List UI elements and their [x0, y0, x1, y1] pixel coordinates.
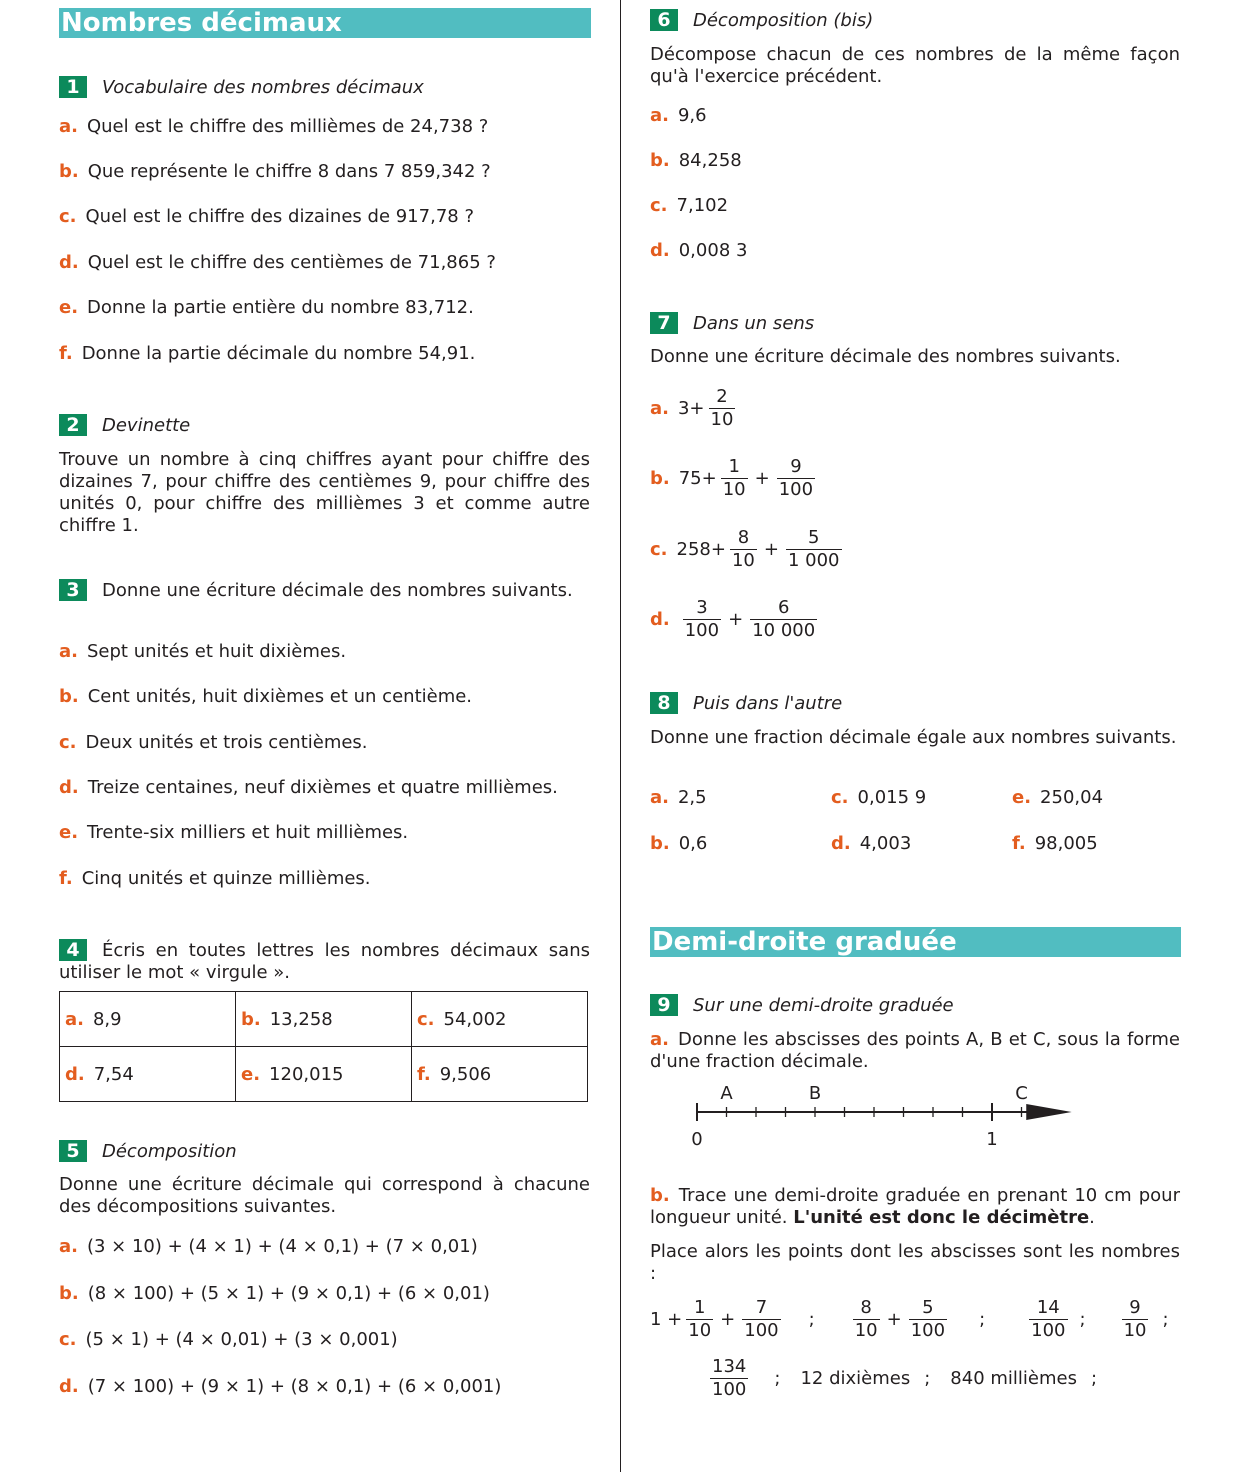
item-text: Cinq unités et quinze millièmes.: [81, 868, 371, 889]
denominator: 100: [684, 620, 720, 641]
separator: ;: [1090, 1367, 1098, 1389]
numerator: 134: [712, 1356, 747, 1377]
axis-label-zero: 0: [691, 1129, 703, 1150]
item-label: f.: [59, 343, 73, 364]
numerator: 7: [755, 1297, 768, 1318]
list-item: [59, 732, 368, 754]
table-cell: [60, 1047, 236, 1102]
list-item: [650, 240, 747, 262]
numbers-list-row2: [706, 1356, 1097, 1401]
fraction: [909, 1297, 947, 1342]
separator: ;: [808, 1308, 815, 1330]
item-text: 0,008 3: [678, 240, 748, 261]
table-cell: [236, 1047, 412, 1102]
point-label-b: B: [808, 1083, 822, 1104]
fraction: [730, 527, 757, 572]
list-item: [59, 1329, 398, 1351]
item-text: Quel est le chiffre des centièmes de 71,865 ?: [87, 252, 496, 273]
list-item: [59, 822, 408, 844]
numerator: 9: [1129, 1297, 1141, 1318]
denominator: 100: [1031, 1320, 1066, 1341]
item-text: (7 × 100) + (9 × 1) + (8 × 0,1) + (6 × 0,001): [87, 1376, 502, 1397]
item-text: 0,015 9: [857, 787, 927, 808]
item-label: a.: [650, 397, 669, 419]
item-label: d.: [650, 240, 670, 261]
numerator: 6: [777, 597, 790, 618]
item-label: c.: [59, 1329, 77, 1350]
denominator: 100: [910, 1320, 946, 1341]
denominator: 10: [722, 479, 746, 500]
separator: ;: [774, 1367, 781, 1389]
graduated-half-line: [680, 1078, 1080, 1153]
item-label: c.: [59, 732, 77, 753]
list-item: [59, 343, 475, 365]
item-label: a.: [650, 787, 669, 808]
fraction: [683, 597, 721, 642]
item-label: d.: [59, 252, 79, 273]
item-text: Donne la partie décimale du nombre 54,91.: [81, 343, 476, 364]
item-text: (5 × 1) + (4 × 0,01) + (3 × 0,001): [85, 1329, 398, 1350]
exercise-title: Décomposition: [102, 1140, 237, 1162]
numerator: 8: [860, 1297, 872, 1318]
exercise-title: Devinette: [102, 414, 191, 436]
item-text: 0,6: [678, 833, 708, 854]
plus-sign: +: [754, 467, 770, 489]
item-text: Quel est le chiffre des millièmes de 24,738 ?: [86, 116, 489, 137]
list-item: [59, 1376, 501, 1398]
item-text: 84,258: [678, 150, 742, 171]
part-b-bold: L'unité est donc le décimètre: [793, 1207, 1090, 1228]
exercise-title: Sur une demi-droite graduée: [693, 994, 954, 1016]
denominator: 100: [744, 1320, 779, 1341]
item-label: c.: [831, 787, 849, 808]
numerator: 2: [716, 386, 728, 407]
cell-value: 120,015: [269, 1063, 344, 1085]
plus-sign: +: [720, 1308, 736, 1330]
numerator: 1: [728, 456, 740, 477]
fraction: [742, 1297, 780, 1342]
list-item: [831, 833, 911, 855]
item-label: d.: [59, 777, 79, 798]
fraction: [786, 527, 842, 572]
item-label: d.: [650, 608, 670, 630]
item-text: 98,005: [1034, 833, 1098, 854]
item-label: c.: [650, 195, 668, 216]
exercise-4-header: [59, 939, 590, 984]
item-label: d.: [831, 833, 851, 854]
numerator: 14: [1036, 1297, 1060, 1318]
list-item: [650, 787, 707, 809]
denominator: 1 000: [787, 550, 840, 571]
item-text: 4,003: [859, 833, 912, 854]
exercise-5-header: [59, 1139, 237, 1163]
item-label: c.: [650, 538, 668, 560]
fraction: [709, 386, 736, 431]
exercise-1-header: [59, 75, 424, 99]
list-item: [650, 150, 742, 172]
exercise-number: 9: [650, 994, 678, 1016]
integer-part: 1 +: [650, 1308, 683, 1330]
exercise-intro: Décompose chacun de ces nombres de la même façon qu'à l'exercice précédent.: [650, 44, 1180, 87]
exercise-text: Trouve un nombre à cinq chiffres ayant pour chiffre des dizaines 7, pour chiffre des centièmes 9, pour chiffre des unités 0, pour chiffre des millièmes 3 et comme autre chiffre 1.: [59, 449, 590, 536]
item-text: 9,6: [677, 105, 707, 126]
axis-label-one: 1: [986, 1129, 998, 1150]
table-cell: [236, 992, 412, 1047]
item-label: f.: [1012, 833, 1026, 854]
part-a-text: Donne les abscisses des points A, B et C, sous la forme d'une fraction décimale.: [650, 1029, 1180, 1072]
denominator: 10: [731, 550, 755, 571]
separator: ;: [979, 1308, 986, 1330]
fraction: [750, 597, 817, 642]
item-label: a.: [59, 1236, 78, 1257]
exercise-3-header: [59, 579, 590, 602]
exercise-number: 8: [650, 692, 678, 714]
plus-sign: +: [763, 538, 779, 560]
item-label: b.: [59, 686, 79, 707]
part-b-end: .: [1089, 1207, 1095, 1228]
denominator: 10: [854, 1320, 878, 1341]
exercise-title: Décomposition (bis): [693, 9, 874, 31]
list-item: [59, 1283, 490, 1305]
point-label-c: C: [1015, 1083, 1028, 1104]
numbers-list-row1: [650, 1297, 1169, 1342]
denominator: 10 000: [752, 620, 816, 641]
item-text: (3 × 10) + (4 × 1) + (4 × 0,1) + (7 × 0,01): [86, 1236, 478, 1257]
denominator: 10: [1123, 1320, 1147, 1341]
point-label-a: A: [720, 1083, 733, 1104]
item-label: b.: [650, 150, 670, 171]
separator: ;: [1079, 1308, 1086, 1330]
section-title-demi-droite: Demi-droite graduée: [650, 927, 1181, 957]
item-label: b.: [59, 161, 79, 182]
list-item: [59, 686, 472, 708]
list-item: [59, 868, 371, 890]
item-label: b.: [650, 1185, 670, 1206]
list-item: [650, 195, 728, 217]
exercise-number: 2: [59, 414, 87, 436]
item-label: f.: [417, 1063, 431, 1085]
fraction: [686, 1297, 713, 1342]
numerator: 8: [737, 527, 750, 548]
denominator: 100: [778, 479, 814, 500]
numerator: 5: [808, 527, 820, 548]
fraction: [777, 456, 815, 501]
exercise-7-header: [650, 311, 814, 335]
item-label: b.: [650, 467, 670, 489]
list-number: 12 dixièmes: [800, 1367, 911, 1389]
fraction-item-c: [650, 527, 846, 572]
item-text: Quel est le chiffre des dizaines de 917,78 ?: [85, 206, 474, 227]
table-cell: [412, 992, 588, 1047]
column-divider: [620, 0, 621, 1472]
table-row: [60, 1047, 588, 1102]
numerator: 1: [693, 1297, 706, 1318]
exercise-title: Vocabulaire des nombres décimaux: [102, 76, 424, 98]
list-item: [59, 206, 474, 228]
cell-value: 9,506: [439, 1063, 492, 1085]
item-label: e.: [59, 822, 79, 843]
list-item: [59, 777, 558, 799]
item-text: (8 × 100) + (5 × 1) + (9 × 0,1) + (6 × 0,01): [87, 1283, 490, 1304]
cell-value: 54,002: [443, 1008, 507, 1030]
denominator: 10: [688, 1320, 712, 1341]
table-cell: [60, 992, 236, 1047]
table-cell: [412, 1047, 588, 1102]
exercise-number: 3: [59, 579, 87, 601]
item-label: e.: [59, 297, 79, 318]
item-text: 2,5: [677, 787, 707, 808]
fraction-item-b: [650, 456, 819, 501]
part-b-instruction: Place alors les points dont les abscisses sont les nombres :: [650, 1241, 1180, 1284]
list-item: [1012, 787, 1103, 809]
numbers-table: [59, 991, 588, 1102]
item-label: a.: [650, 1029, 669, 1050]
fraction: [1122, 1297, 1149, 1342]
integer-part: 258+: [676, 538, 726, 560]
cell-value: 8,9: [92, 1008, 122, 1030]
fraction: [1029, 1297, 1067, 1342]
exercise-8-header: [650, 691, 842, 715]
cell-value: 7,54: [93, 1063, 134, 1085]
item-label: b.: [241, 1008, 261, 1030]
list-item: [59, 297, 474, 319]
list-number: 840 millièmes: [950, 1367, 1077, 1389]
numerator: 9: [790, 456, 802, 477]
item-label: d.: [59, 1376, 79, 1397]
item-text: Que représente le chiffre 8 dans 7 859,342 ?: [87, 161, 491, 182]
integer-part: 75+: [678, 467, 717, 489]
exercise-number: 5: [59, 1140, 87, 1162]
item-text: Donne la partie entière du nombre 83,712.: [87, 297, 474, 318]
exercise-intro: Donne une écriture décimale des nombres suivants.: [650, 346, 1121, 367]
exercise-part-b: [650, 1185, 1180, 1229]
fraction-item-d: [650, 597, 821, 642]
exercise-title: Puis dans l'autre: [693, 692, 843, 714]
fraction: [710, 1356, 748, 1401]
separator: ;: [924, 1367, 931, 1389]
item-label: d.: [65, 1063, 85, 1085]
exercise-number: 4: [59, 939, 87, 961]
item-text: Deux unités et trois centièmes.: [85, 732, 368, 753]
exercise-part-a: [650, 1029, 1180, 1073]
item-label: a.: [59, 116, 78, 137]
item-label: b.: [59, 1283, 79, 1304]
list-item: [59, 116, 488, 138]
list-item: [831, 787, 926, 809]
item-text: Treize centaines, neuf dixièmes et quatre millièmes.: [87, 777, 558, 798]
denominator: 100: [712, 1379, 747, 1400]
exercise-number: 7: [650, 312, 678, 334]
separator: ;: [1162, 1308, 1169, 1330]
item-text: 7,102: [676, 195, 729, 216]
section-title-nombres-decimaux: Nombres décimaux: [59, 8, 591, 38]
exercise-title: Dans un sens: [693, 312, 815, 334]
item-label: c.: [417, 1008, 435, 1030]
exercise-intro: Donne une écriture décimale des nombres suivants.: [102, 580, 573, 601]
axis-arrow-icon: [1026, 1104, 1071, 1120]
denominator: 10: [710, 409, 734, 430]
plus-sign: +: [886, 1308, 902, 1330]
item-label: a.: [59, 641, 78, 662]
exercise-number: 6: [650, 9, 678, 31]
cell-value: 13,258: [269, 1008, 333, 1030]
item-text: Sept unités et huit dixièmes.: [86, 641, 347, 662]
item-text: Cent unités, huit dixièmes et un centième.: [87, 686, 473, 707]
exercise-intro: Donne une écriture décimale qui correspond à chacune des décompositions suivantes.: [59, 1174, 590, 1217]
item-label: c.: [59, 206, 77, 227]
exercise-intro: Écris en toutes lettres les nombres décimaux sans utiliser le mot « virgule ».: [59, 940, 590, 983]
list-item: [59, 252, 496, 274]
numerator: 3: [696, 597, 708, 618]
list-item: [59, 161, 491, 183]
exercise-number: 1: [59, 76, 87, 98]
item-label: e.: [1012, 787, 1032, 808]
item-label: e.: [241, 1063, 261, 1085]
list-item: [650, 105, 707, 127]
list-item: [59, 1236, 478, 1258]
list-item: [650, 833, 707, 855]
numerator: 5: [922, 1297, 934, 1318]
exercise-6-header: [650, 8, 873, 32]
fraction-item-a: [650, 386, 739, 431]
item-label: a.: [650, 105, 669, 126]
fraction: [853, 1297, 880, 1342]
plus-sign: +: [728, 608, 744, 630]
item-label: a.: [65, 1008, 84, 1030]
list-item: [59, 641, 346, 663]
item-label: b.: [650, 833, 670, 854]
exercise-intro: Donne une fraction décimale égale aux nombres suivants.: [650, 727, 1177, 748]
table-row: [60, 992, 588, 1047]
integer-part: 3+: [677, 397, 705, 419]
item-text: Trente-six milliers et huit millièmes.: [87, 822, 409, 843]
exercise-2-header: [59, 413, 190, 437]
exercise-9-header: [650, 993, 954, 1017]
item-label: f.: [59, 868, 73, 889]
part-b-text: Trace une demi-droite graduée en prenant 10 cm pour longueur unité.: [650, 1185, 1180, 1228]
item-text: 250,04: [1040, 787, 1104, 808]
fraction: [721, 456, 748, 501]
list-item: [1012, 833, 1098, 855]
